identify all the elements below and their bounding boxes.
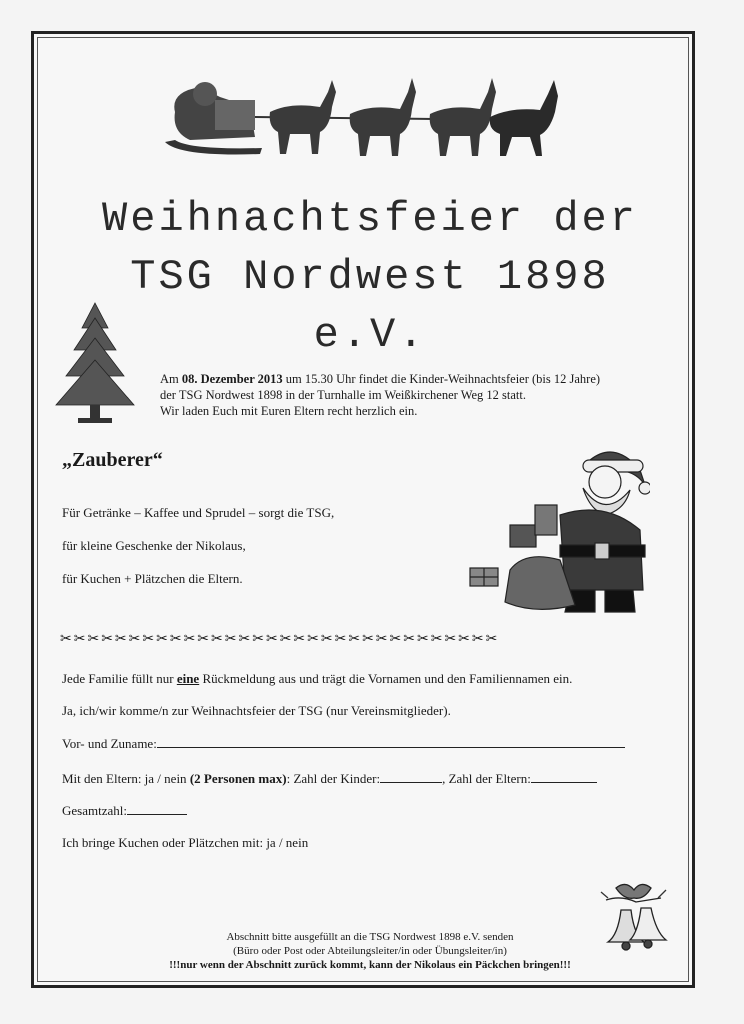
footer-note: Abschnitt bitte ausgefüllt an die TSG Nordwest 1898 e.V. senden (Büro oder Post oder Abteilungsleiter/in oder Übungsleiter/in) !!!nur wenn der Abschnitt zurück kommt, kann der Nikolaus ein Päckchen bringen!!!: [110, 930, 630, 972]
children-count-field[interactable]: [380, 770, 442, 783]
cut-line: ✂✂✂✂✂✂✂✂✂✂✂✂✂✂✂✂✂✂✂✂✂✂✂✂✂✂✂✂✂✂✂✂: [60, 632, 500, 647]
parents-count-field[interactable]: [531, 770, 597, 783]
event-date: 08. Dezember 2013: [181, 372, 283, 386]
gifts-line: für kleine Geschenke der Nikolaus,: [62, 538, 246, 553]
total-row: [62, 802, 187, 819]
sleigh-reindeer-icon: [160, 72, 570, 162]
intro-text: Am 08. Dezember 2013 um 15.30 Uhr findet die Kinder-Weihnachtsfeier (bis 12 Jahre) der TSG Nordwest 1898 in der Turnhalle im Weißkirchener Weg 12 statt. Wir laden Euch mit Euren Eltern recht herzlich ein.: [160, 372, 601, 418]
cake-row: Ich bringe Kuchen oder Plätzchen mit: ja / nein: [62, 835, 309, 850]
total-label: Gesamtzahl:: [62, 803, 127, 818]
name-field[interactable]: [157, 735, 625, 748]
footer-warning: !!!nur wenn der Abschnitt zurück kommt, kann der Nikolaus ein Päckchen bringen!!!: [169, 959, 571, 971]
name-row: [62, 735, 625, 752]
cakes-line: für Kuchen + Plätzchen die Eltern.: [62, 571, 243, 586]
name-label: Vor- und Zuname:: [62, 736, 157, 751]
highlight-heading: „Zauberer“: [62, 449, 163, 471]
form-confirmation: Ja, ich/wir komme/n zur Weihnachtsfeier der TSG (nur Vereinsmitglieder).: [62, 703, 451, 718]
title-line-1: Weihnachtsfeier der: [102, 195, 638, 243]
santa-claus-icon: [465, 440, 650, 620]
title-line-3: e.V.: [313, 311, 427, 359]
form-instruction: Jede Familie füllt nur eine Rückmeldung aus und trägt die Vornamen und den Familiennamen ein.: [62, 671, 573, 686]
title-line-2: TSG Nordwest 1898: [130, 253, 610, 301]
drinks-line: Für Getränke – Kaffee und Sprudel – sorgt die TSG,: [62, 505, 335, 520]
christmas-tree-icon: [50, 300, 140, 425]
attendance-row: Mit den Eltern: ja / nein (2 Personen max): Zahl der Kinder: , Zahl der Eltern:: [62, 770, 597, 787]
total-count-field[interactable]: [127, 802, 187, 815]
